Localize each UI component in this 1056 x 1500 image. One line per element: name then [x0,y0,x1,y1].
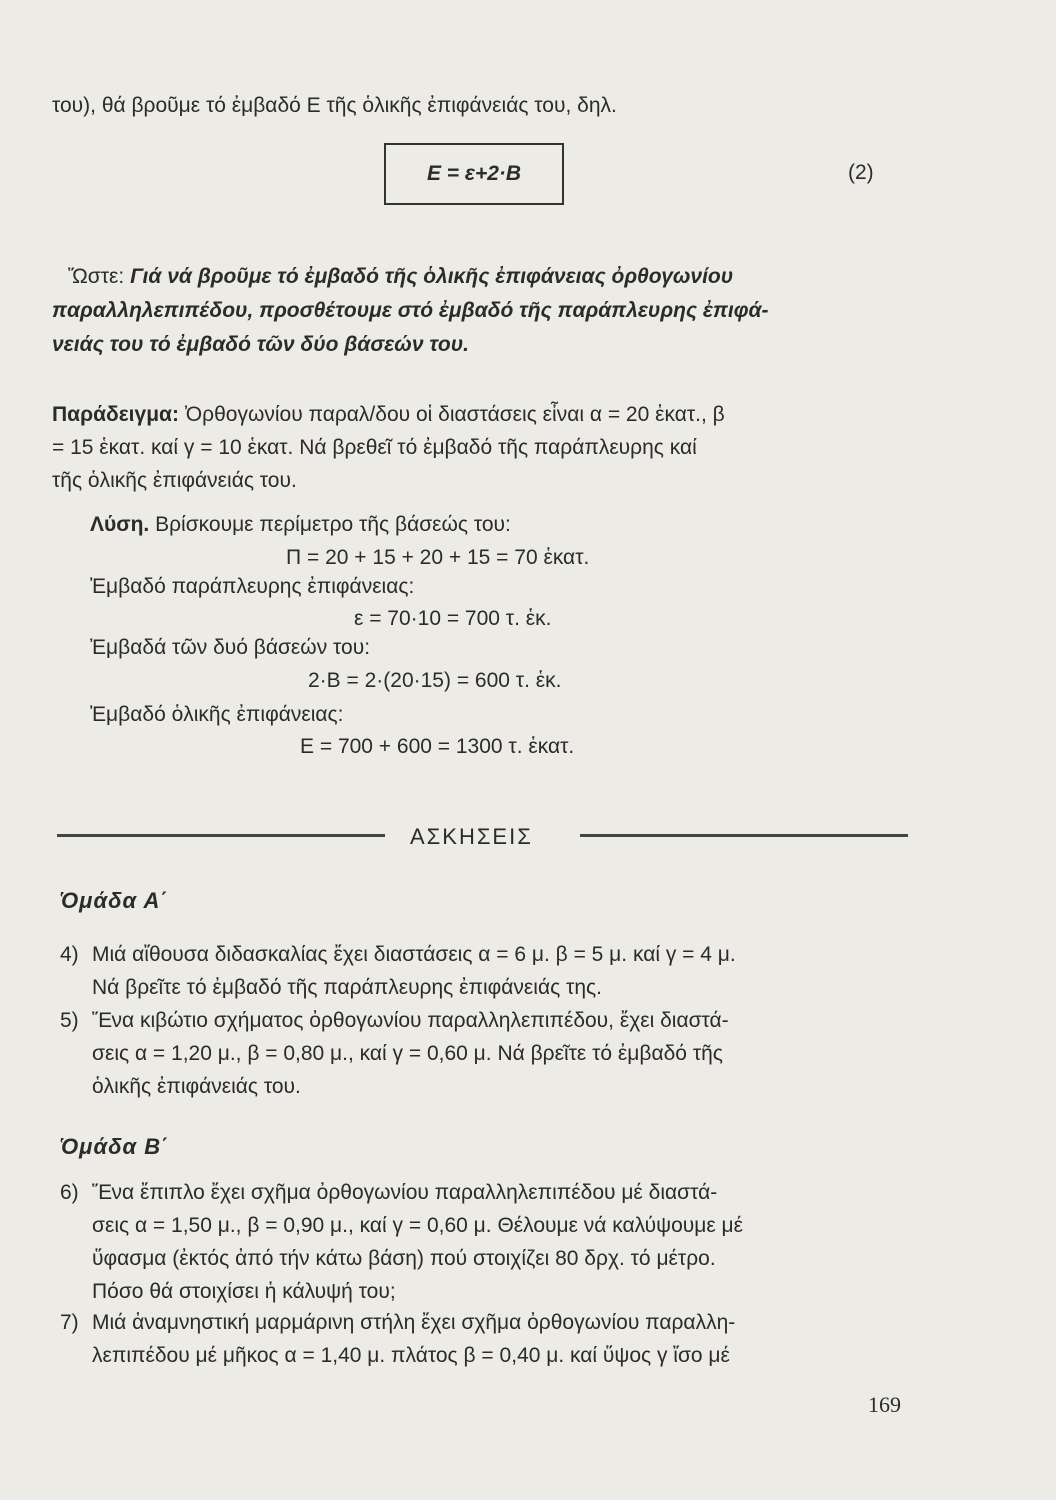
rule-line-3: νειάς του τό ἐμβαδό τῶν δύο βάσεών του. [52,333,470,356]
exercise-4-line-2: Νά βρεῖτε τό ἐμβαδό τῆς παράπλευρης ἐπιφάνειάς της. [92,976,602,999]
example-line-2: = 15 ἑκατ. καί γ = 10 ἑκατ. Νά βρεθεῖ τό ἐμβαδό τῆς παράπλευρης καί [52,436,697,459]
exercise-7-number: 7) [60,1311,79,1334]
exercise-7-line-2: λεπιπέδου μέ μῆκος α = 1,40 μ. πλάτος β = 0,40 μ. καί ὕψος γ ἴσο μέ [92,1344,730,1367]
example-line-1 [52,402,725,428]
solution-text-1: Βρίσκουμε περίμετρο τῆς βάσεώς του: [149,513,511,536]
exercise-6-line-3: ὕφασμα (ἐκτός ἀπό τήν κάτω βάση) πού στοιχίζει 80 δρχ. τό μέτρο. [92,1247,716,1270]
example-label: Παράδειγμα: [52,403,179,426]
exercise-6-line-4: Πόσο θά στοιχίσει ἡ κάλυψή του; [92,1280,396,1303]
rule-text-1: Γιά νά βροῦμε τό ἐμβαδό τῆς ὁλικῆς ἐπιφάνειας ὀρθογωνίου [130,265,734,288]
solution-eq-3: 2·B = 2·(20·15) = 600 τ. ἑκ. [308,669,562,692]
group-a-title: Ὁμάδα Α΄ [60,888,169,913]
exercises-heading: ΑΣΚΗΣΕΙΣ [410,824,533,849]
solution-text-4: Ἐμβαδό ὁλικῆς ἐπιφάνειας: [90,703,344,726]
solution-text-2: Ἐμβαδό παράπλευρης ἐπιφάνειας: [90,575,415,598]
solution-eq-2: ε = 70·10 = 700 τ. ἑκ. [354,607,552,630]
solution-line-1 [90,512,511,538]
group-b-title: Ὁμάδα Β΄ [60,1134,170,1159]
formula-text: E = ε+2·B [426,162,522,185]
solution-text-3: Ἐμβαδά τῶν δυό βάσεών του: [90,636,371,659]
solution-eq-4: E = 700 + 600 = 1300 τ. ἑκατ. [300,735,575,758]
exercises-rule-left [57,834,385,837]
example-text-1: Ὀρθογωνίου παραλ/δου οἱ διαστάσεις εἶναι α = 20 ἑκατ., β [178,403,725,426]
exercise-6-number: 6) [60,1181,79,1204]
exercise-6-line-2: σεις α = 1,50 μ., β = 0,90 μ., καί γ = 0,60 μ. Θέλουμε νά καλύψουμε μέ [92,1214,744,1237]
exercise-4-number: 4) [60,943,79,966]
exercise-5-line-3: ὁλικῆς ἐπιφάνειάς του. [92,1075,301,1098]
exercise-5-line-2: σεις α = 1,20 μ., β = 0,80 μ., καί γ = 0,60 μ. Νά βρεῖτε τό ἐμβαδό τῆς [92,1042,723,1065]
formula-number: (2) [848,161,874,184]
solution-eq-1: Π = 20 + 15 + 20 + 15 = 70 ἑκατ. [286,546,590,569]
exercise-7-line-1: Μιά ἀναμνηστική μαρμάρινη στήλη ἔχει σχῆμα ὀρθογωνίου παραλλη- [92,1311,736,1334]
intro-line: του), θά βροῦμε τό ἐμβαδό Ε τῆς ὁλικῆς ἐπιφάνειάς του, δηλ. [52,94,617,117]
example-line-3: τῆς ὁλικῆς ἐπιφάνειάς του. [52,469,297,492]
exercise-4-line-1: Μιά αἴθουσα διδασκαλίας ἔχει διαστάσεις α = 6 μ. β = 5 μ. καί γ = 4 μ. [92,943,736,966]
exercise-5-line-1: Ἕνα κιβώτιο σχήματος ὀρθογωνίου παραλληλεπιπέδου, ἔχει διαστά- [92,1009,729,1032]
rule-line-1 [68,264,733,290]
solution-label: Λύση. [90,513,150,536]
exercise-5-number: 5) [60,1009,79,1032]
rule-line-2: παραλληλεπιπέδου, προσθέτουμε στό ἐμβαδό τῆς παράπλευρης ἐπιφά- [52,299,769,322]
exercise-6-line-1: Ἕνα ἔπιπλο ἔχει σχῆμα ὀρθογωνίου παραλληλεπιπέδου μέ διαστά- [92,1181,718,1204]
page-number: 169 [868,1392,901,1417]
rule-prefix: Ὥστε: [68,265,131,288]
exercises-rule-right [580,834,908,837]
formula-box [384,143,564,205]
